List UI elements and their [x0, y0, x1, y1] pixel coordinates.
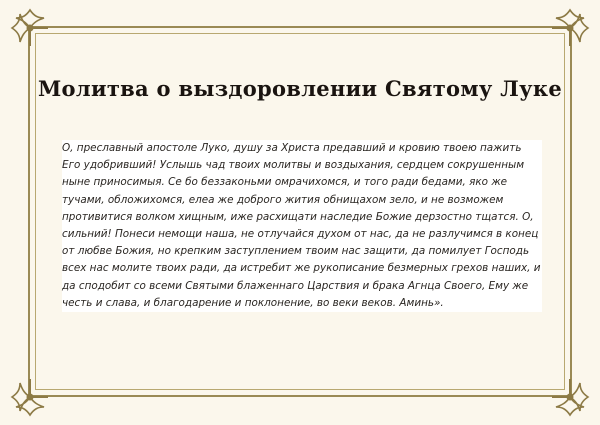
corner-ornament-icon	[548, 6, 592, 50]
corner-ornament-icon	[548, 375, 592, 419]
page-title: Молитва о выздоровлении Святому Луке	[38, 76, 562, 101]
prayer-text: О, преславный апостоле Луко, душу за Христа предавший и кровию твоею пажить Его удобривший! Услышь чад твоих молитвы и воздыхания, сердцем сокрушенным ныне приносимыя. Се бо беззаконьми омрачихомся, и того ради бедами, яко же тучами, обложихомся, елеа же доброго жития обнищахом зело, и не возможем противитися волком хищным, иже расхищати наследие Божие дерзостно тщатся. О, сильний! Понеси немощи наша, не отлучайся духом от нас, да не разлучимся в конец от любве Божия, но крепким заступлением твоим нас защити, да помилует Господь всех нас молите твоих ради, да истребит же рукописание безмерных грехов наших, и да сподобит со всеми Святыми блаженнаго Царствия и брака Агнца Своего, Ему же честь и слава, и благодарение и поклонение, во веки веков. Аминь».	[62, 140, 542, 312]
corner-ornament-icon	[8, 375, 52, 419]
corner-ornament-icon	[8, 6, 52, 50]
